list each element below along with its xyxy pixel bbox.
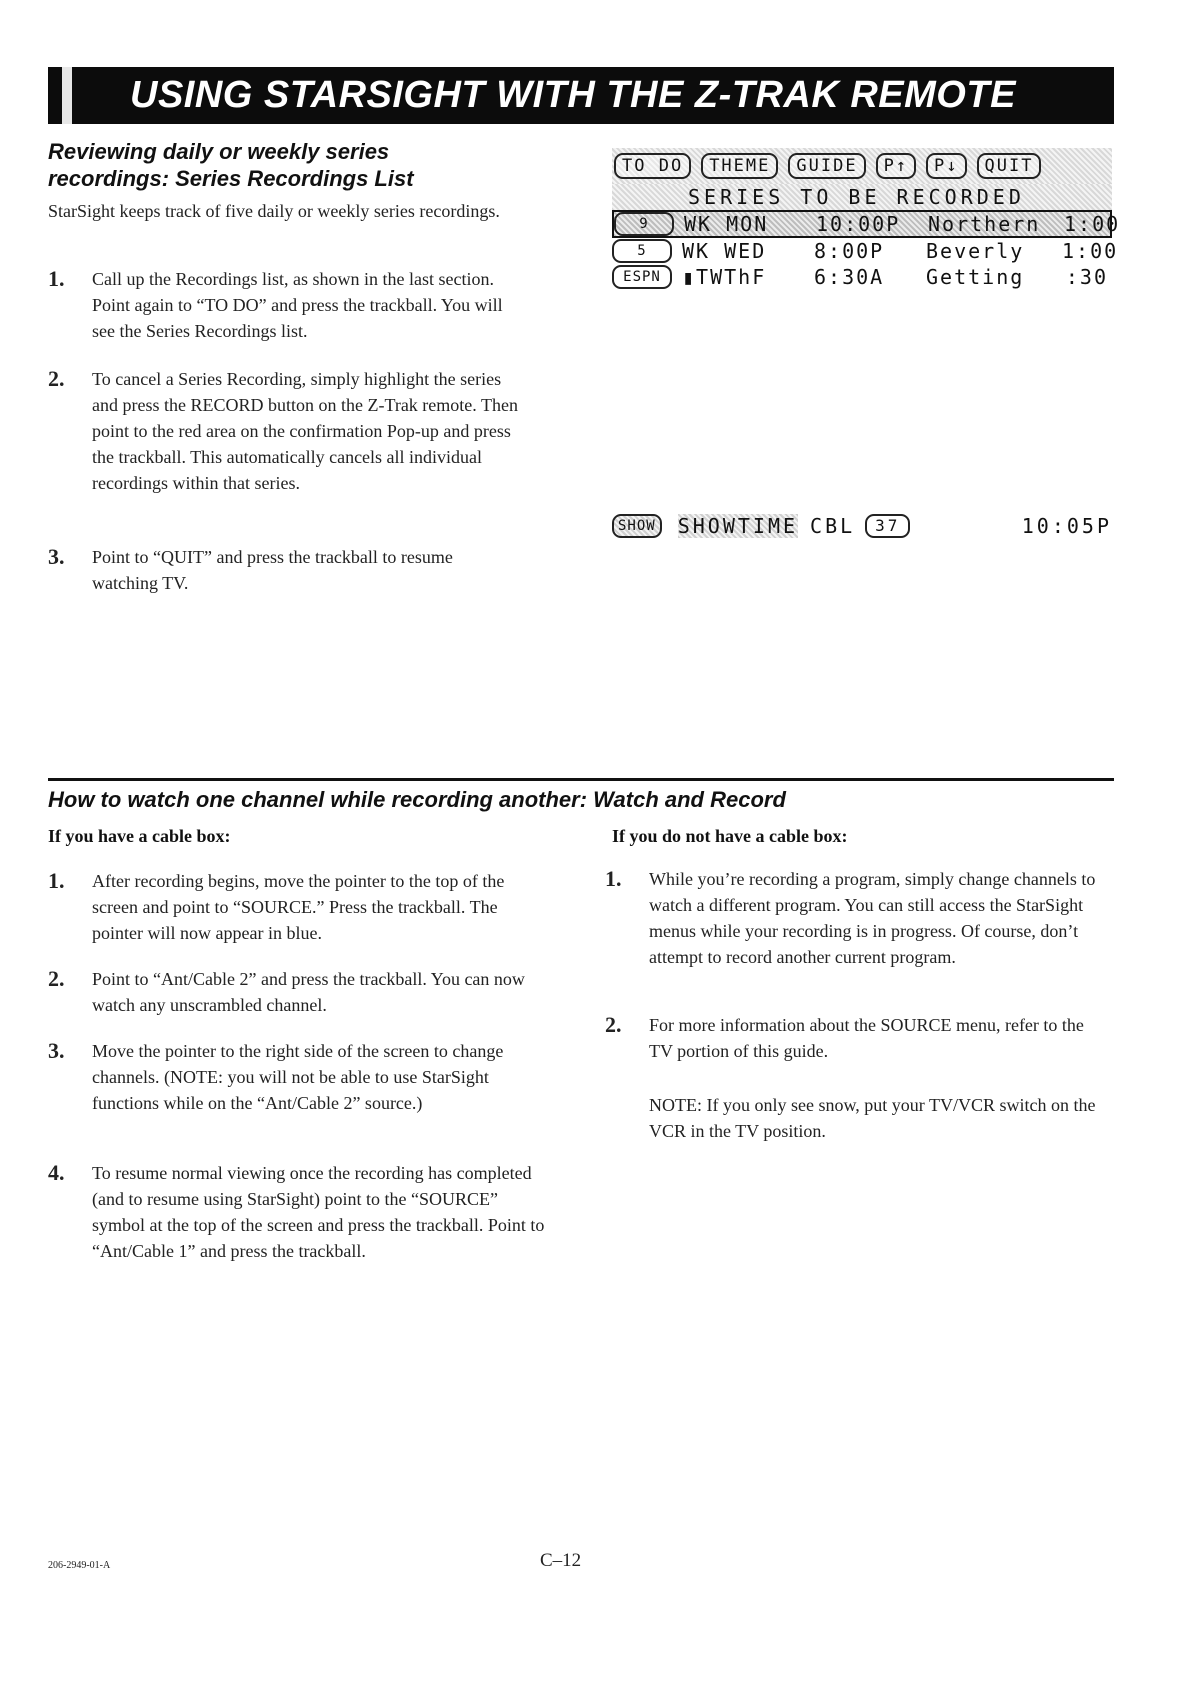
series-duration: 1:00 — [1064, 212, 1121, 236]
network-name: SHOWTIME — [677, 514, 799, 538]
series-row[interactable] — [612, 210, 1121, 238]
series-duration: :30 — [1065, 265, 1108, 289]
menu-guide-button[interactable]: GUIDE — [788, 153, 865, 179]
channel-number: 37 — [865, 514, 910, 538]
series-program: Northern — [928, 212, 1041, 236]
step-text: Call up the Recordings list, as shown in the last section. Point again to “TO DO” and press the trackball. You will see the Series Recordings list. — [92, 269, 503, 341]
series-days: WK MON — [684, 212, 769, 236]
step-number: 2. — [48, 366, 65, 391]
step-text: To cancel a Series Recording, simply highlight the series and press the RECORD button on the Z-Trak remote. Then point to the red area on the confirmation Pop-up and press the trackball. This automatically cancels all individual recordings within that series. — [92, 369, 518, 493]
step-number: 2. — [48, 966, 65, 991]
step-number: 3. — [48, 544, 65, 569]
source-label: CBL — [810, 514, 856, 538]
series-program: Getting — [926, 265, 1025, 289]
step-text: To resume normal viewing once the recording has completed (and to resume using StarSight) point to the “SOURCE” symbol at the top of the screen and press the trackball. Point to “Ant/Cable 1” and press the trackball. — [92, 1163, 545, 1261]
clock: 10:05P — [1021, 514, 1112, 538]
section1-heading — [48, 138, 414, 192]
step-text: For more information about the SOURCE menu, refer to the TV portion of this guide. — [649, 1015, 1084, 1061]
channel-badge: 9 — [614, 212, 674, 236]
series-row[interactable] — [612, 264, 1112, 290]
section1-step-3 — [48, 544, 518, 596]
section2-note: NOTE: If you only see snow, put your TV/VCR switch on the VCR in the TV position. — [649, 1095, 1096, 1141]
channel-badge: 5 — [612, 239, 672, 263]
section2-left-step-1 — [48, 868, 553, 946]
series-time: 8:00P — [814, 239, 885, 263]
step-text: Point to “QUIT” and press the trackball to resume watching TV. — [92, 547, 453, 593]
banner-notch — [62, 67, 72, 124]
section2-left-step-3 — [48, 1038, 553, 1116]
menu-page-down-button[interactable]: P↓ — [926, 153, 966, 179]
left-column-title: If you have a cable box: — [48, 826, 231, 846]
section2-heading: How to watch one channel while recording another: Watch and Record — [48, 787, 786, 812]
step-text: Point to “Ant/Cable 2” and press the trackball. You can now watch any unscrambled channel. — [92, 969, 525, 1015]
page-number: C–12 — [540, 1550, 582, 1571]
series-program: Beverly — [926, 239, 1025, 263]
section1-step-1 — [48, 266, 518, 344]
section2-left-step-2 — [48, 966, 553, 1018]
page-title: USING STARSIGHT WITH THE Z-TRAK REMOTE — [130, 74, 1016, 116]
step-number: 1. — [48, 266, 65, 291]
series-days: WK WED — [682, 239, 767, 263]
step-number: 1. — [48, 868, 65, 893]
section1-intro: StarSight keeps track of five daily or weekly series recordings. — [48, 201, 500, 221]
step-text: After recording begins, move the pointer to the top of the screen and point to “SOURCE.” Press the trackball. The pointer will now appear in blue. — [92, 871, 505, 943]
document-code: 206-2949-01-A — [48, 1560, 111, 1571]
series-time: 10:00P — [816, 212, 901, 236]
step-text: While you’re recording a program, simply change channels to watch a different program. You can still access the StarSight menus while your recording is in progress. Of course, don’t attempt to record another current program. — [649, 869, 1096, 967]
right-column-title: If you do not have a cable box: — [612, 826, 848, 846]
step-number: 1. — [605, 866, 622, 891]
series-days: ▮TWThF — [682, 265, 767, 289]
title-banner — [48, 67, 1114, 124]
menu-page-up-button[interactable]: P↑ — [876, 153, 916, 179]
tv-menu-bar — [612, 148, 1112, 184]
tv-list-heading: SERIES TO BE RECORDED — [612, 184, 1112, 210]
step-number: 2. — [605, 1012, 622, 1037]
series-time: 6:30A — [814, 265, 885, 289]
menu-todo-button[interactable]: TO DO — [614, 153, 691, 179]
channel-badge: ESPN — [612, 265, 672, 289]
section1-step-2 — [48, 366, 518, 496]
tv-status-bar — [612, 514, 1112, 538]
step-number: 3. — [48, 1038, 65, 1063]
step-number: 4. — [48, 1160, 65, 1185]
tv-screen-illustration — [612, 148, 1121, 538]
network-logo: SHOW — [612, 514, 662, 538]
menu-theme-button[interactable]: THEME — [701, 153, 778, 179]
section1-heading-line1: Reviewing daily or weekly series — [48, 139, 390, 164]
section2-right-step-1 — [605, 866, 1110, 970]
section2-right-step-2 — [605, 1012, 1110, 1064]
series-row[interactable] — [612, 238, 1119, 264]
series-duration: 1:00 — [1062, 239, 1119, 263]
section2-left-step-4 — [48, 1160, 553, 1264]
section1-heading-line2: recordings: Series Recordings List — [48, 166, 414, 191]
section-divider — [48, 778, 1114, 781]
menu-quit-button[interactable]: QUIT — [977, 153, 1042, 179]
step-text: Move the pointer to the right side of the screen to change channels. (NOTE: you will not be able to use StarSight functions while on the “Ant/Cable 2” source.) — [92, 1041, 504, 1113]
